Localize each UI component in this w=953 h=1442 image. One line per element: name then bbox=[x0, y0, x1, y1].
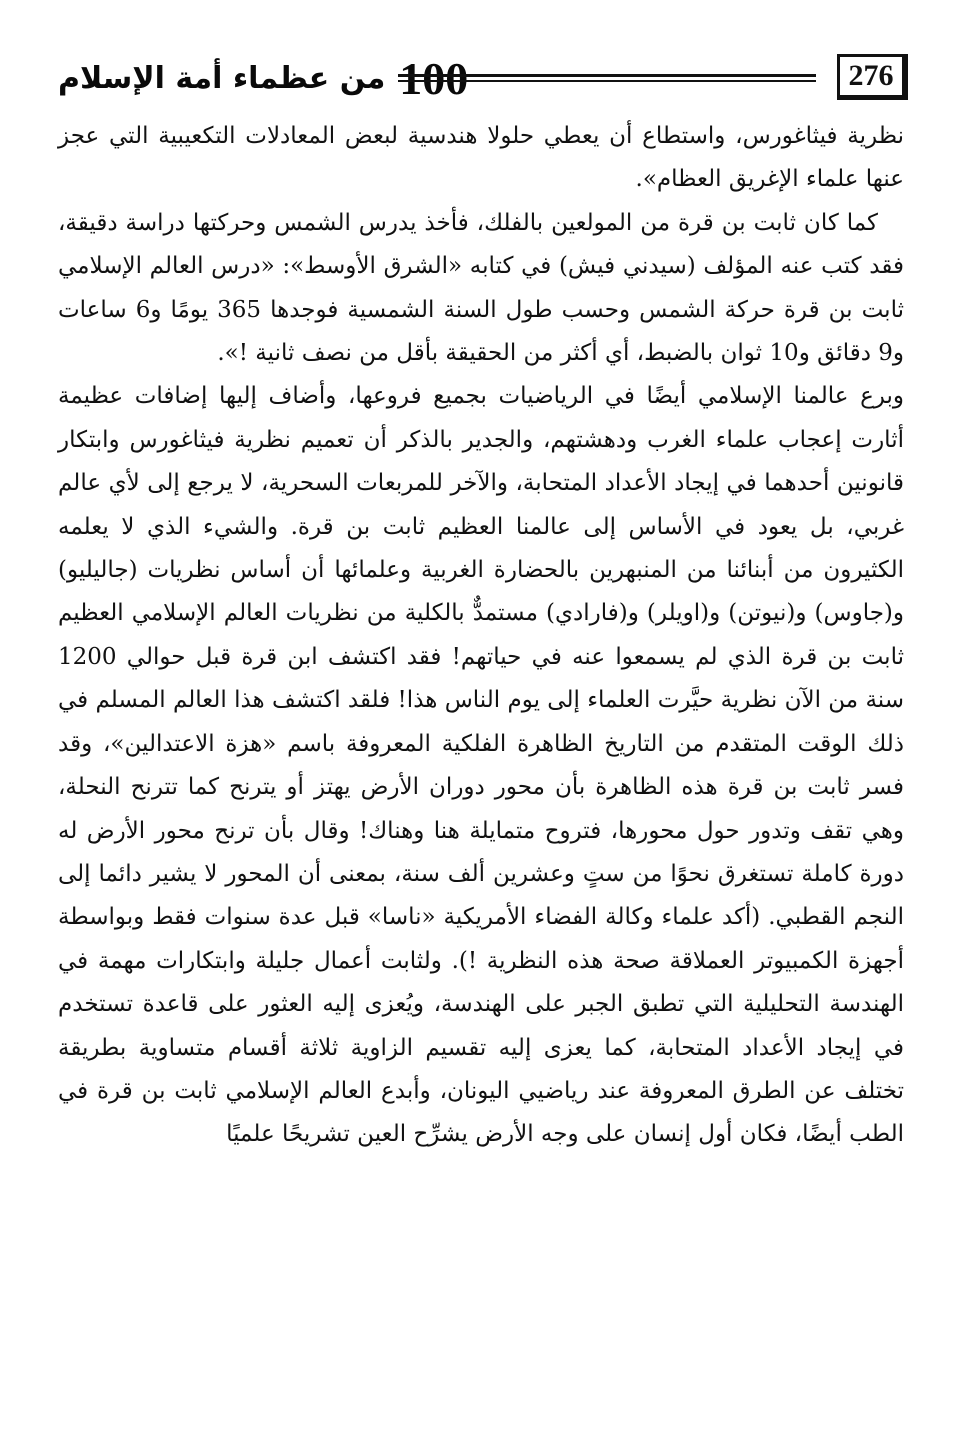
paragraph-1: نظرية فيثاغورس، واستطاع أن يعطي حلولا هندسية لبعض المعادلات التكعيبية التي عجز عنها علماء الإغريق العظام». bbox=[58, 123, 904, 193]
paragraph-2: كما كان ثابت بن قرة من المولعين بالفلك، فأخذ يدرس الشمس وحركتها دراسة دقيقة، فقد كتب عنه المؤلف (سيدني فيش) في كتابه «الشرق الأوسط»: «درس العالم الإسلامي ثابت بن قرة حركة الشمس وحسب طول السنة الشمسية فوجدها 365 يومًا و6 ساعات و9 دقائق و10 ثوان بالضبط، أي أكثر من الحقيقة بأقل من نصف ثانية !». bbox=[58, 209, 904, 367]
page-number: 276 bbox=[837, 54, 908, 100]
paragraph-3: وبرع عالمنا الإسلامي أيضًا في الرياضيات بجميع فروعها، وأضاف إليها إضافات عظيمة أثارت إعجاب علماء الغرب ودهشتهم، والجدير بالذكر أن تعميم نظرية فيثاغورس وابتكار قانونين أحدهما في إيجاد الأعداد المتحابة، والآخر للمربعات السحرية، لا يرجع إلى لأي عالم غربي، بل يعود في الأساس إلى عالمنا العظيم ثابت بن قرة. والشيء الذي لا يعلمه الكثيرون من أبنائنا من المنبهرين بالحضارة الغربية وعلمائها أن أساس نظريات (جاليليو) و(جاوس) و(نيوتن) و(اويلر) و(فارادي) مستمدٌّ بالكلية من نظريات العالم الإسلامي العظيم ثابت بن قرة الذي لم يسمعوا عنه في حياتهم! فقد اكتشف ابن قرة قبل حوالي 1200 سنة من الآن نظرية حيَّرت العلماء إلى يوم الناس هذا! فلقد اكتشف هذا العالم المسلم في ذلك الوقت المتقدم من التاريخ الظاهرة الفلكية المعروفة باسم «هزة الاعتدالين»، وقد فسر ثابت بن قرة هذه الظاهرة بأن محور دوران الأرض يهتز أو يترنح كما تترنح النحلة، وهي تقف وتدور حول محورها، فتروح متمايلة هنا وهناك! وقال بأن ترنح محور الأرض له دورة كاملة تستغرق نحوًا من ستٍ وعشرين ألف سنة، بمعنى أن المحور لا يشير دائما إلى النجم القطبي. (أكد علماء وكالة الفضاء الأمريكية «ناسا» قبل عدة سنوات فقط وبواسطة أجهزة الكمبيوتر العملاقة صحة هذه النظرية !). ولثابت أعمال جليلة وابتكارات مهمة في الهندسة التحليلية التي تطبق الجبر على الهندسة، ويُعزى إليه العثور على قاعدة تستخدم في إيجاد الأعداد المتحابة، كما يعزى إليه تقسيم الزاوية ثلاثة أقسام متساوية بطريقة تختلف عن الطرق المعروفة عند رياضيي اليونان، وأبدع العالم الإسلامي ثابت بن قرة في الطب أيضًا، فكان أول إنسان على وجه الأرض يشرِّح العين تشريحًا علميًا bbox=[58, 383, 904, 1148]
book-title: من عظماء أمة الإسلام bbox=[58, 60, 386, 96]
header-rule-divider bbox=[398, 74, 816, 82]
book-title-number: 100 bbox=[399, 52, 469, 104]
body-text bbox=[58, 115, 904, 1157]
page-header bbox=[58, 50, 908, 106]
